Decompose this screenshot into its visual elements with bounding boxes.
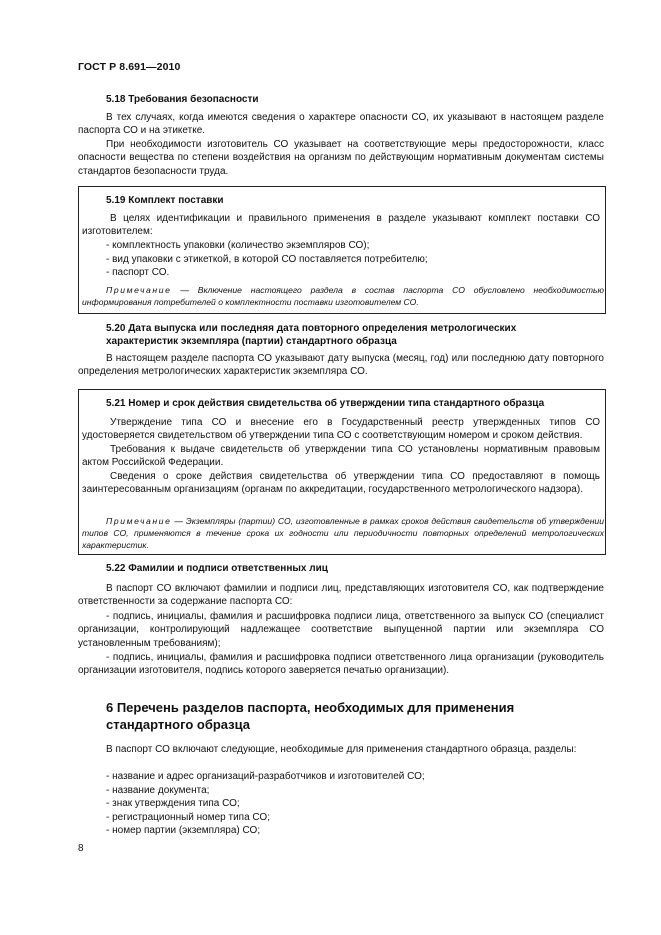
section-6-item: - название документа;	[106, 785, 210, 796]
section-5-19-note	[82, 284, 604, 308]
section-5-21-paragraph-3: Сведения о сроке действия свидетельства об утверждении типа СО предоставляют в помощь заинтересованным организациям (органам по аккредитации, государственного метрологического надзора).	[82, 471, 600, 496]
section-5-21-paragraph-1: Утверждение типа СО и внесение его в Государственный реестр утвержденных типов СО удостоверяется свидетельством об утверждении типа СО с соответствующим номером и сроком действия.	[82, 417, 600, 442]
section-6-item: - название и адрес организаций-разработчиков и изготовителей СО;	[106, 771, 425, 782]
section-6-heading: 6 Перечень разделов паспорта, необходимых для применения стандартного образца	[106, 700, 515, 732]
section-6-paragraph-1: В паспорт СО включают следующие, необходимые для применения стандартного образца, разделы:	[106, 744, 577, 755]
section-5-19-heading: 5.19 Комплект поставки	[106, 195, 224, 206]
section-5-20-heading: 5.20 Дата выпуска или последняя дата повторного определения метрологических характеристик экземпляра (партии) стандартного образца	[106, 323, 517, 348]
page-number: 8	[78, 843, 84, 854]
section-5-20-paragraph-1: В настоящем разделе паспорта СО указывают дату выпуска (месяц, год) или последнюю дату повторного определения метрологических характеристик экземпляра СО.	[78, 353, 604, 378]
section-5-22-paragraph-2: - подпись, инициалы, фамилия и расшифровка подписи лица, ответственного за выпуск СО (специалист организации, контролирующий надлежащее соответствие выпущенной партии или экземпляра СО установленным требованиям);	[78, 611, 604, 649]
section-5-21-paragraph-2: Требования к выдаче свидетельств об утверждении типа СО установлены нормативным правовым актом Российской Федерации.	[82, 444, 600, 469]
section-5-22-heading: 5.22 Фамилии и подписи ответственных лиц	[106, 563, 328, 574]
section-6-item: - знак утверждения типа СО;	[106, 798, 240, 809]
note-text: — Включение настоящего раздела в состав паспорта СО обусловлено необходимостью информирования потребителей о комплектности поставки изготовителем СО.	[82, 285, 604, 308]
section-5-19-paragraph-1: В целях идентификации и правильного применения в разделе указывают комплект поставки СО изготовителем:	[82, 213, 600, 238]
section-5-18-paragraph-2: При необходимости изготовитель СО указывает на соответствующие меры предосторожности, класс опасности вещества по степени воздействия на организм по действующим нормативным документам системы стандартов безопасности труда.	[78, 139, 604, 177]
section-5-22-paragraph-1: В паспорт СО включают фамилии и подписи лиц, представляющих изготовителя СО, как подтверждение ответственности за содержание паспорта СО:	[78, 583, 604, 608]
section-5-19-item: - комплектность упаковки (количество экземпляров СО);	[106, 240, 370, 251]
section-5-18-paragraph-1: В тех случаях, когда имеются сведения о характере опасности СО, их указывают в настоящем разделе паспорта СО и на этикетке.	[78, 112, 604, 137]
note-label: Примечание	[106, 516, 172, 526]
note-text: — Экземпляры (партии) СО, изготовленные в рамках сроков действия свидетельств об утверждении типов СО, применяются в течение срока их годности или периодичности повторных определений метрологических характеристик.	[82, 516, 604, 551]
section-6-item: - номер партии (экземпляра) СО;	[106, 825, 261, 836]
note-label: Примечание	[106, 285, 172, 295]
section-5-19-item: - вид упаковки с этикеткой, в которой СО поставляется потребителю;	[106, 254, 428, 265]
section-5-19-item: - паспорт СО.	[106, 267, 170, 278]
section-5-21-heading: 5.21 Номер и срок действия свидетельства об утверждении типа стандартного образца	[106, 398, 545, 409]
section-5-18-heading: 5.18 Требования безопасности	[106, 94, 259, 105]
section-6-item: - регистрационный номер типа СО;	[106, 812, 270, 823]
section-5-22-paragraph-3: - подпись, инициалы, фамилия и расшифровка подписи ответственного лица организации (руководитель организации изготовителя, подпись которого заверяется печатью организации).	[78, 652, 604, 677]
section-5-21-note	[82, 515, 604, 552]
running-header: ГОСТ Р 8.691—2010	[78, 61, 181, 73]
